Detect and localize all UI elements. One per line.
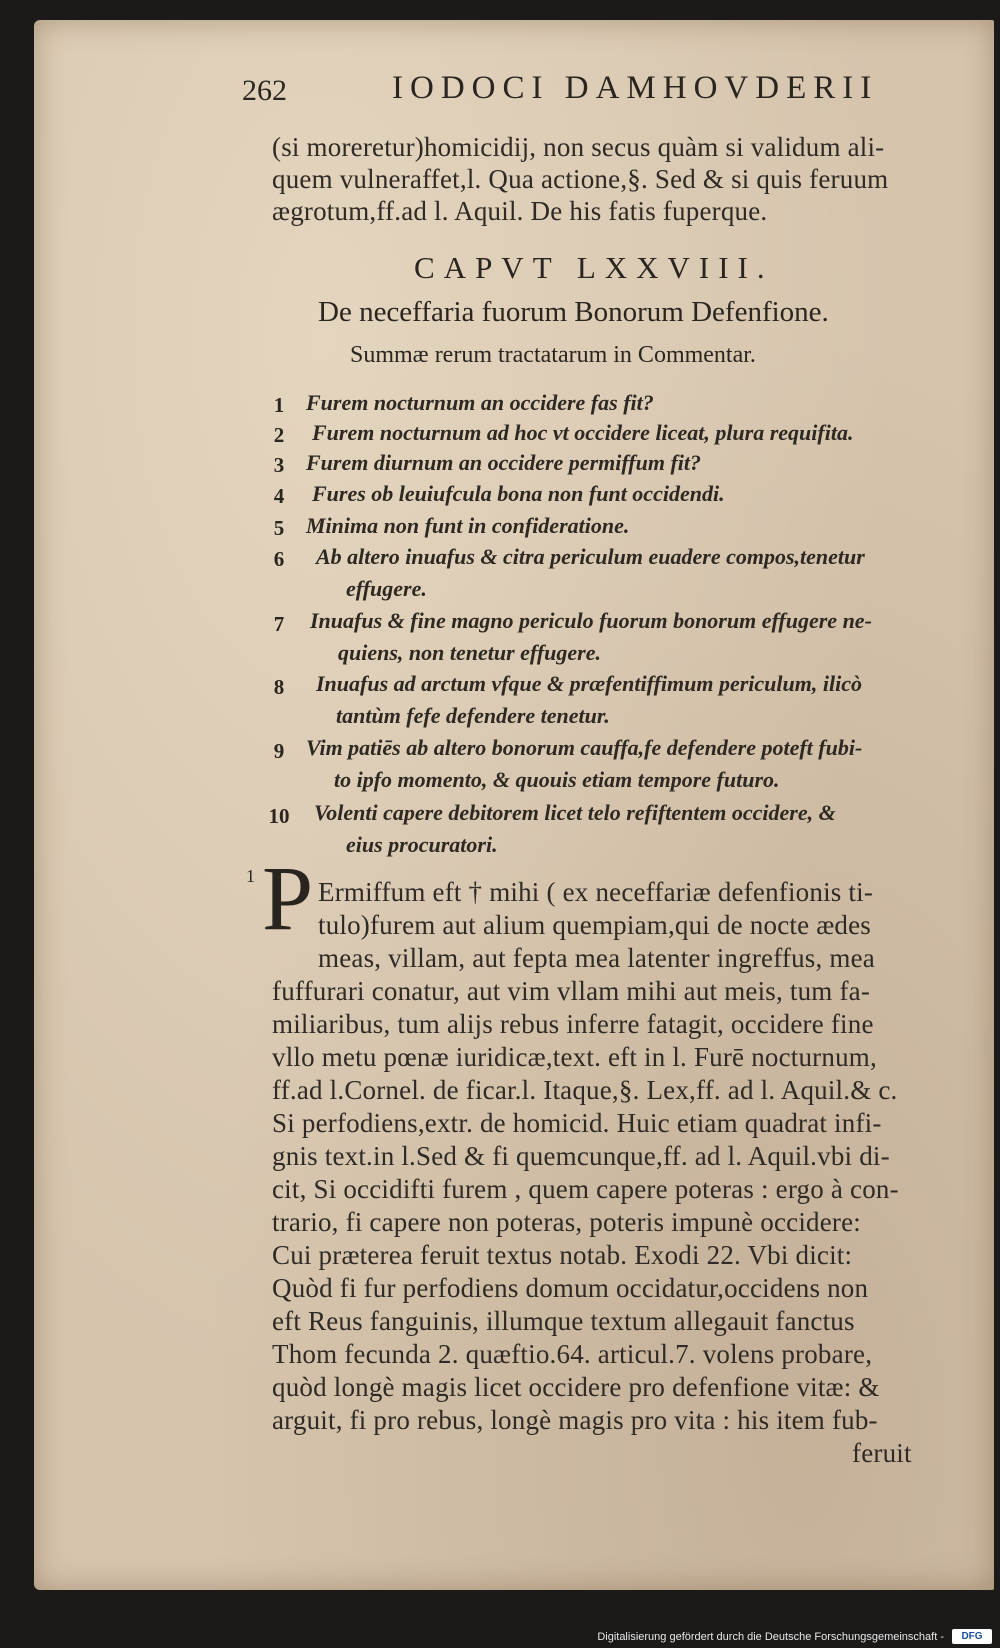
summary-line: Furem diurnum an occidere permiffum fit? bbox=[306, 450, 702, 475]
summary-number: 6 bbox=[273, 547, 285, 571]
summary-heading: Summæ rerum tractatarum in Commentar. bbox=[350, 342, 756, 368]
body-line: gnis text.in l.Sed & fi quemcunque,ff. ad l. Aquil.vbi di- bbox=[272, 1141, 890, 1171]
body-line: tulo)furem aut alium quempiam,qui de nocte ædes bbox=[318, 910, 872, 940]
body-line: Thom fecunda 2. quæftio.64. articul.7. volens probare, bbox=[272, 1339, 873, 1369]
margin-number: 1 bbox=[246, 866, 255, 886]
summary-line: eius procuratori. bbox=[346, 832, 498, 857]
summary-line: Inuafus ad arctum vfque & præfentiffimum periculum, ilicò bbox=[316, 671, 862, 696]
body-line: fuffurari conatur, aut vim vllam mihi aut meis, tum fa- bbox=[272, 976, 871, 1006]
summary-line: effugere. bbox=[346, 576, 427, 601]
intro-line: quem vulneraffet,l. Qua actione,§. Sed & si quis feruum bbox=[272, 164, 889, 194]
summary-number: 8 bbox=[273, 675, 285, 699]
summary-line: Furem nocturnum an occidere fas fit? bbox=[306, 390, 654, 415]
summary-line: to ipfo momento, & quouis etiam tempore futuro. bbox=[334, 767, 780, 792]
page-number: 262 bbox=[242, 74, 287, 107]
body-line: ff.ad l.Cornel. de ficar.l. Itaque,§. Lex,ff. ad l. Aquil.& c. bbox=[272, 1075, 898, 1105]
summary-number: 10 bbox=[268, 804, 290, 828]
intro-line: ægrotum,ff.ad l. Aquil. De his fatis fuperque. bbox=[272, 196, 768, 226]
body-line: Cui præterea feruit textus notab. Exodi 22. Vbi dicit: bbox=[272, 1240, 853, 1270]
body-line: cit, Si occidifti furem , quem capere poteras : ergo à con- bbox=[272, 1174, 899, 1204]
drop-capital: P bbox=[262, 847, 314, 949]
catchword: feruit bbox=[852, 1438, 912, 1468]
running-title: IODOCI DAMHOVDERII bbox=[392, 70, 879, 106]
summary-line: Inuafus & fine magno periculo fuorum bonorum effugere ne- bbox=[310, 608, 872, 633]
summary-line: Minima non funt in confideratione. bbox=[306, 513, 630, 538]
body-line: eft Reus fanguinis, illumque textum allegauit fanctus bbox=[272, 1306, 855, 1336]
body-line: meas, villam, aut fepta mea latenter ingreffus, mea bbox=[318, 943, 875, 973]
chapter-title: De neceffaria fuorum Bonorum Defenfione. bbox=[318, 296, 829, 328]
body-line: miliaribus, tum alijs rebus inferre fatagit, occidere fine bbox=[272, 1009, 874, 1039]
summary-number: 5 bbox=[273, 516, 285, 540]
body-line: trario, fi capere non poteras, poteris impunè occidere: bbox=[272, 1207, 862, 1237]
digitization-credit: Digitalisierung gefördert durch die Deutsche Forschungsgemeinschaft - bbox=[597, 1631, 944, 1643]
summary-line: Volenti capere debitorem licet telo refiftentem occidere, & bbox=[314, 800, 836, 825]
summary-line: Furem nocturnum ad hoc vt occidere liceat, plura requifita. bbox=[312, 420, 854, 445]
summary-number: 4 bbox=[273, 484, 285, 508]
summary-number: 2 bbox=[273, 423, 285, 447]
body-line: Ermiffum eft † mihi ( ex neceffariæ defenfionis ti- bbox=[318, 877, 874, 907]
summary-line: Ab altero inuafus & citra periculum euadere compos,tenetur bbox=[316, 544, 865, 569]
summary-number: 9 bbox=[273, 739, 285, 763]
body-line: vllo metu pœnæ iuridicæ,text. eft in l. Furē nocturnum, bbox=[272, 1042, 877, 1072]
summary-line: Vim patiēs ab altero bonorum cauffa,fe defendere poteft fubi- bbox=[306, 735, 863, 760]
body-line: arguit, fi pro rebus, longè magis pro vita : his item fub- bbox=[272, 1405, 878, 1435]
body-line: Si perfodiens,extr. de homicid. Huic etiam quadrat infi- bbox=[272, 1108, 882, 1138]
summary-line: quiens, non tenetur effugere. bbox=[338, 640, 602, 665]
summary-line: tantùm fefe defendere tenetur. bbox=[336, 703, 610, 728]
summary-line: Fures ob leuiufcula bona non funt occidendi. bbox=[312, 481, 725, 506]
body-line: quòd longè magis licet occidere pro defenfione vitæ: & bbox=[272, 1372, 880, 1402]
dfg-logo-icon: DFG bbox=[952, 1629, 992, 1644]
chapter-number: CAPVT LXXVIII. bbox=[414, 250, 774, 285]
body-line: Quòd fi fur perfodiens domum occidatur,occidens non bbox=[272, 1273, 869, 1303]
intro-line: (si moreretur)homicidij, non secus quàm si validum ali- bbox=[272, 132, 885, 162]
summary-number: 7 bbox=[273, 612, 285, 636]
summary-number: 3 bbox=[273, 453, 285, 477]
summary-number: 1 bbox=[273, 393, 285, 417]
